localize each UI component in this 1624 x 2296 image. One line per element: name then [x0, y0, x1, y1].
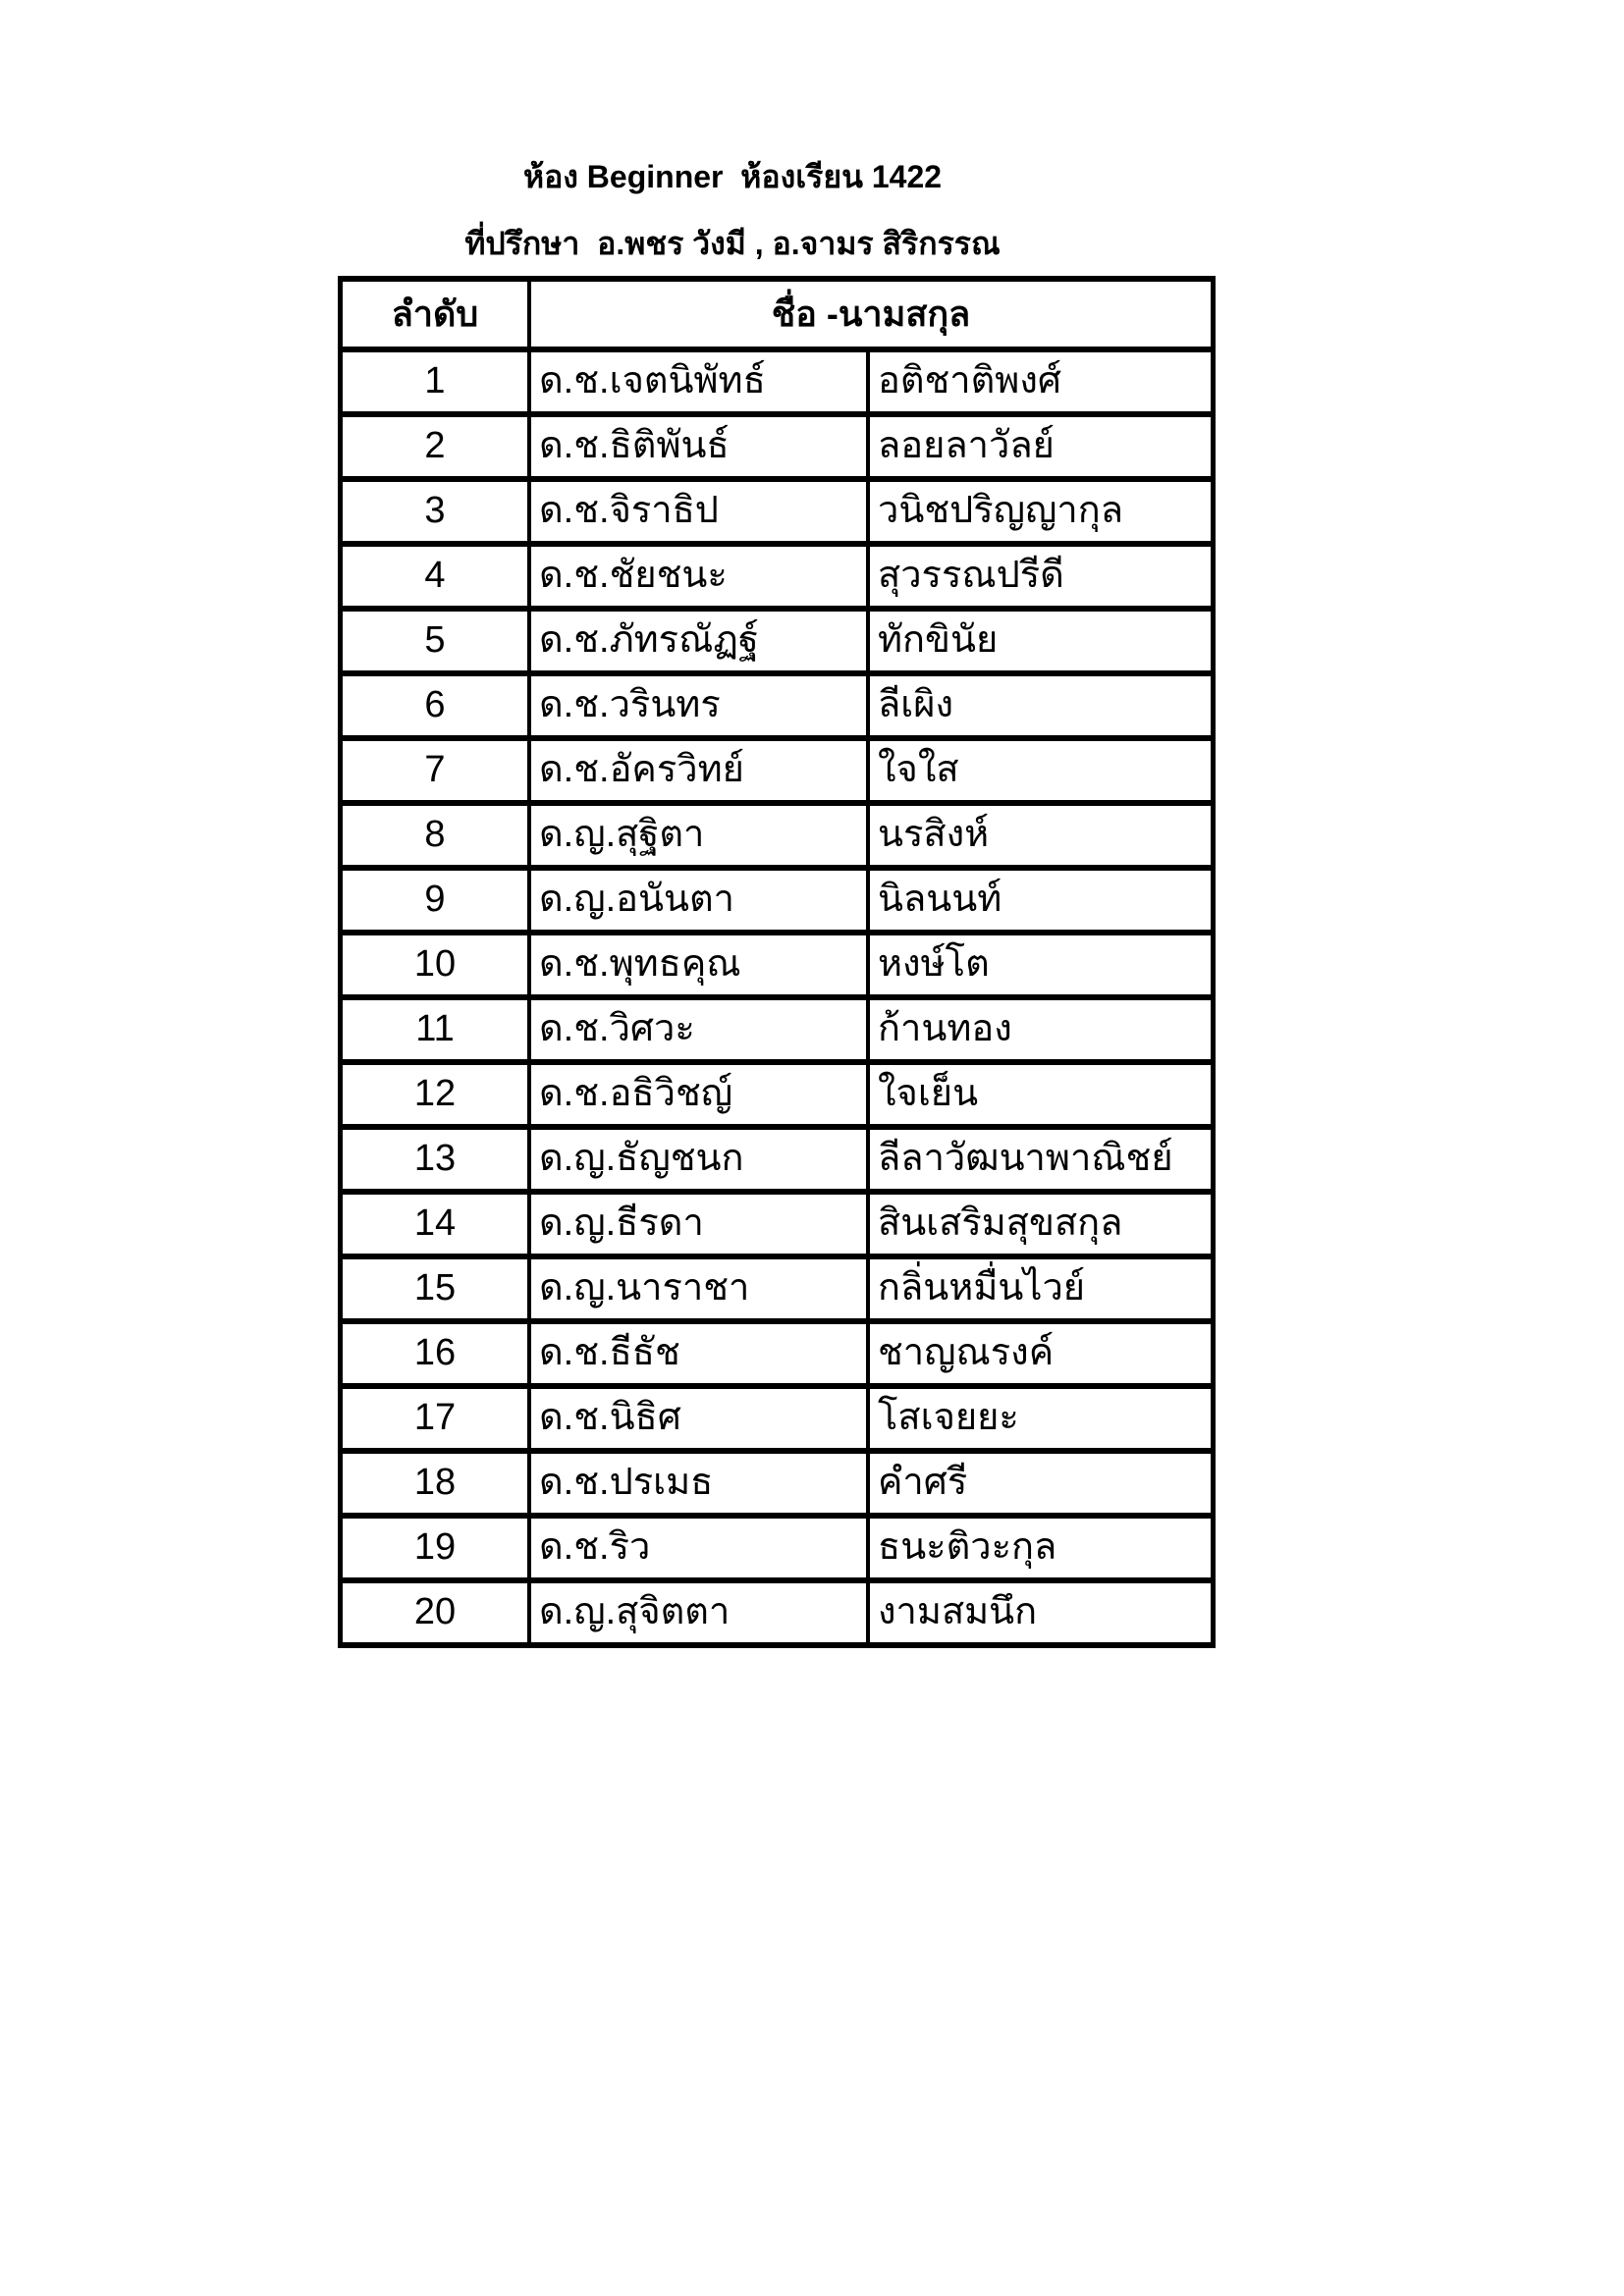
table-row	[341, 1516, 1214, 1580]
page-title: ห้อง Beginner ห้องเรียน 1422	[522, 159, 943, 194]
table-row	[341, 479, 1214, 544]
last-name-cell: หงษ์โต	[868, 933, 1214, 997]
row-number-cell: 9	[341, 868, 530, 933]
last-name-cell: โสเจยยะ	[868, 1386, 1214, 1451]
header-index: ลำดับ	[341, 279, 530, 349]
row-number-cell: 8	[341, 803, 530, 868]
last-name-cell: สินเสริมสุขสกุล	[868, 1192, 1214, 1256]
table-row	[341, 414, 1214, 479]
table-row	[341, 868, 1214, 933]
first-name-cell: ด.ช.อัครวิทย์	[529, 738, 868, 803]
last-name-cell: ธนะติวะกุล	[868, 1516, 1214, 1580]
row-number-cell: 1	[341, 349, 530, 414]
last-name-cell: งามสมนึก	[868, 1580, 1214, 1645]
table-row	[341, 1386, 1214, 1451]
first-name-cell: ด.ช.ชัยชนะ	[529, 544, 868, 609]
last-name-cell: อติชาติพงศ์	[868, 349, 1214, 414]
row-number-cell: 13	[341, 1127, 530, 1192]
table-row	[341, 738, 1214, 803]
last-name-cell: ทักขินัย	[868, 609, 1214, 673]
last-name-cell: วนิชปริญญากุล	[868, 479, 1214, 544]
row-number-cell: 10	[341, 933, 530, 997]
first-name-cell: ด.ช.ธีธัช	[529, 1321, 868, 1386]
table-row	[341, 544, 1214, 609]
page-subtitle: ที่ปรึกษา อ.พชร วังมี , อ.จามร สิริกรรณ	[464, 226, 1001, 261]
last-name-cell: ใจเย็น	[868, 1062, 1214, 1127]
header-row	[341, 279, 1214, 349]
table-row	[341, 673, 1214, 738]
table-row	[341, 349, 1214, 414]
row-number-cell: 15	[341, 1256, 530, 1321]
row-number-cell: 14	[341, 1192, 530, 1256]
row-number-cell: 7	[341, 738, 530, 803]
table-row	[341, 933, 1214, 997]
first-name-cell: ด.ญ.ธีรดา	[529, 1192, 868, 1256]
last-name-cell: ลีลาวัฒนาพาณิชย์	[868, 1127, 1214, 1192]
row-number-cell: 17	[341, 1386, 530, 1451]
row-number-cell: 3	[341, 479, 530, 544]
first-name-cell: ด.ช.ภัทรณัฏฐ์	[529, 609, 868, 673]
table-row	[341, 1321, 1214, 1386]
table-row	[341, 997, 1214, 1062]
table-row	[341, 1192, 1214, 1256]
first-name-cell: ด.ช.วรินทร	[529, 673, 868, 738]
row-number-cell: 18	[341, 1451, 530, 1516]
row-number-cell: 4	[341, 544, 530, 609]
row-number-cell: 19	[341, 1516, 530, 1580]
first-name-cell: ด.ช.เจตนิพัทธ์	[529, 349, 868, 414]
first-name-cell: ด.ญ.สุฐิตา	[529, 803, 868, 868]
table-row	[341, 1062, 1214, 1127]
row-number-cell: 12	[341, 1062, 530, 1127]
first-name-cell: ด.ช.ปรเมธ	[529, 1451, 868, 1516]
row-number-cell: 2	[341, 414, 530, 479]
last-name-cell: ใจใส	[868, 738, 1214, 803]
last-name-cell: ก้านทอง	[868, 997, 1214, 1062]
first-name-cell: ด.ช.นิธิศ	[529, 1386, 868, 1451]
table-row	[341, 1580, 1214, 1645]
last-name-cell: ลีเผิง	[868, 673, 1214, 738]
table-row	[341, 609, 1214, 673]
table-row	[341, 1451, 1214, 1516]
first-name-cell: ด.ช.วิศวะ	[529, 997, 868, 1062]
last-name-cell: สุวรรณปรีดี	[868, 544, 1214, 609]
first-name-cell: ด.ญ.อนันตา	[529, 868, 868, 933]
last-name-cell: นิลนนท์	[868, 868, 1214, 933]
row-number-cell: 6	[341, 673, 530, 738]
first-name-cell: ด.ช.จิราธิป	[529, 479, 868, 544]
last-name-cell: ลอยลาวัลย์	[868, 414, 1214, 479]
first-name-cell: ด.ญ.สุจิตตา	[529, 1580, 868, 1645]
last-name-cell: คำศรี	[868, 1451, 1214, 1516]
first-name-cell: ด.ช.ริว	[529, 1516, 868, 1580]
last-name-cell: กลิ่นหมื่นไวย์	[868, 1256, 1214, 1321]
table-row	[341, 1256, 1214, 1321]
last-name-cell: นรสิงห์	[868, 803, 1214, 868]
row-number-cell: 20	[341, 1580, 530, 1645]
student-roster-table	[338, 276, 1216, 1648]
first-name-cell: ด.ช.พุทธคุณ	[529, 933, 868, 997]
first-name-cell: ด.ช.อธิวิชญ์	[529, 1062, 868, 1127]
table-body	[341, 349, 1214, 1645]
first-name-cell: ด.ญ.นาราชา	[529, 1256, 868, 1321]
row-number-cell: 16	[341, 1321, 530, 1386]
row-number-cell: 11	[341, 997, 530, 1062]
first-name-cell: ด.ช.ธิติพันธ์	[529, 414, 868, 479]
first-name-cell: ด.ญ.ธัญชนก	[529, 1127, 868, 1192]
last-name-cell: ชาญณรงค์	[868, 1321, 1214, 1386]
table-row	[341, 803, 1214, 868]
header-name: ชื่อ -นามสกุล	[529, 279, 1214, 349]
table-row	[341, 1127, 1214, 1192]
row-number-cell: 5	[341, 609, 530, 673]
